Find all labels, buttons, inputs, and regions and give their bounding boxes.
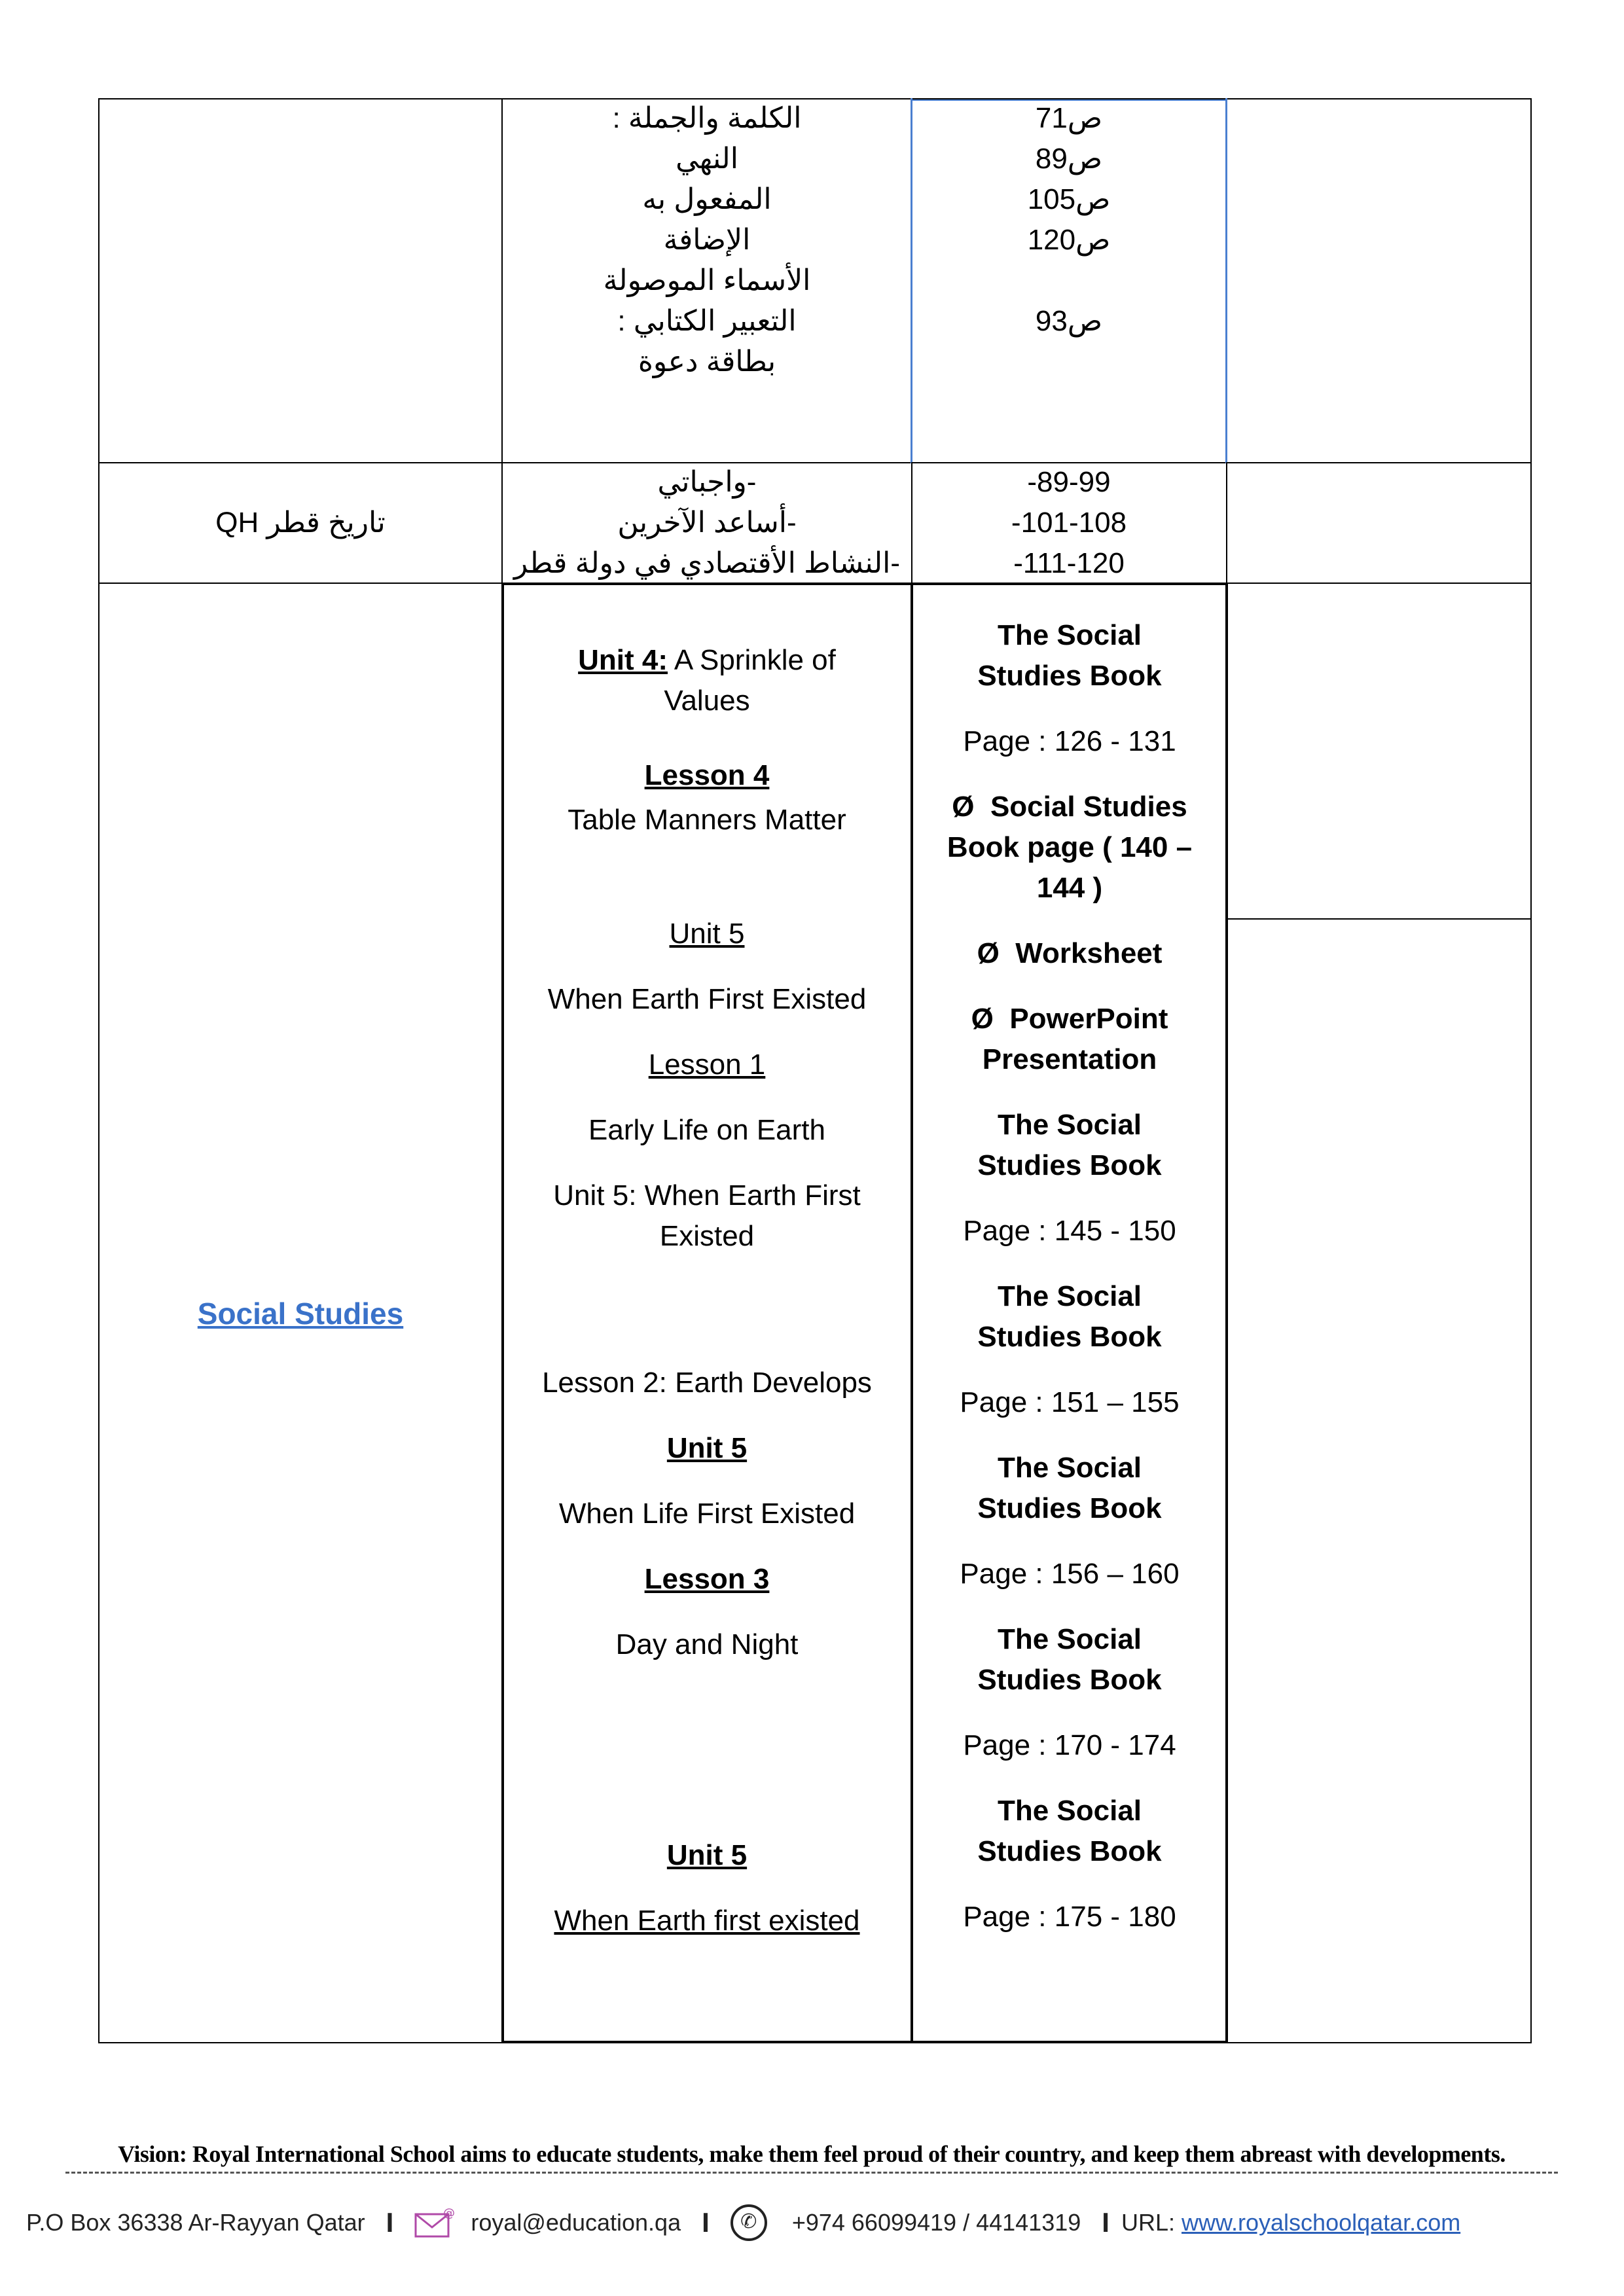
topic-line: -واجباتي <box>657 466 757 498</box>
page-ref: -101-108 <box>1011 507 1127 539</box>
bullet-icon: Ø <box>971 1003 994 1035</box>
website-link[interactable]: www.royalschoolqatar.com <box>1182 2209 1461 2236</box>
bullet-icon: Ø <box>952 791 975 823</box>
col-divider <box>911 462 912 584</box>
col-divider <box>1226 462 1227 584</box>
lesson-label: Lesson 1 <box>648 1049 766 1081</box>
lesson-title: Lesson 2: Earth Develops <box>542 1367 872 1399</box>
unit-title: When Earth first existed <box>554 1905 860 1937</box>
col-divider-bold <box>501 583 504 2043</box>
contact-bar <box>26 2204 1610 2241</box>
cell-divider <box>1225 918 1532 920</box>
unit-label: Unit 5 <box>669 918 745 950</box>
table-border-bottom-bold <box>501 2041 1227 2043</box>
unit-label: Unit 4: <box>578 644 668 676</box>
phone-number: +974 66099419 / 44141319 <box>791 2209 1081 2236</box>
qatar-history-topics-cell <box>504 462 910 584</box>
footer-divider <box>65 2172 1558 2178</box>
topic-line: الأسماء الموصولة <box>603 264 811 296</box>
unit-title-cont: Values <box>664 685 750 717</box>
vision-statement: Vision: Royal International School aims to educate students, make them feel proud of their country, and keep them abreast with developments. <box>118 2141 1506 2167</box>
resource-item: Worksheet <box>1015 937 1163 969</box>
topic-line: الإضافة <box>663 224 751 256</box>
page-range: Page : 175 - 180 <box>963 1901 1176 1933</box>
topic-line: المفعول به <box>642 183 772 215</box>
spacer <box>914 260 1224 301</box>
email-icon <box>414 2208 455 2238</box>
social-studies-resources-cell <box>914 615 1225 1937</box>
social-studies-subject <box>101 1293 500 1335</box>
table-border-left <box>98 98 99 2043</box>
url-label: URL: <box>1121 2209 1175 2236</box>
qatar-history-subject: تاريخ قطر QH <box>215 507 386 539</box>
col-divider-bold <box>1225 583 1228 2043</box>
book-title-cont: Studies Book <box>977 1664 1162 1696</box>
lesson-title: Day and Night <box>615 1628 799 1660</box>
page-range: Page : 156 – 160 <box>960 1558 1180 1590</box>
book-title: The Social <box>997 1795 1142 1827</box>
col-divider-bold <box>911 583 913 2043</box>
social-studies-topics-cell <box>505 640 909 1941</box>
topic-line: التعبير الكتابي : <box>617 305 797 337</box>
separator: I <box>702 2207 710 2238</box>
page-ref: ص93 <box>1035 305 1103 337</box>
qatar-history-pages-cell <box>914 462 1224 584</box>
phone-icon: ✆ <box>731 2204 767 2241</box>
page-ref: ص120 <box>1027 224 1111 256</box>
book-title-cont: Studies Book <box>977 1321 1162 1353</box>
page-range: Page : 151 – 155 <box>960 1386 1180 1418</box>
separator: I <box>1102 2207 1110 2238</box>
page-range: Page : 126 - 131 <box>963 725 1176 757</box>
bullet-icon: Ø <box>977 937 1000 969</box>
unit-label: Unit 5 <box>666 1839 748 1871</box>
book-title: The Social <box>997 1452 1142 1484</box>
page-range: Page : 145 - 150 <box>963 1215 1176 1247</box>
col-divider <box>501 98 503 584</box>
lesson-label: Lesson 4 <box>644 759 770 791</box>
book-title-cont: Studies Book <box>977 1149 1162 1181</box>
arabic-pages-cell <box>914 98 1224 342</box>
resource-item: PowerPoint <box>1009 1003 1168 1035</box>
unit-title: When Earth First Existed <box>547 983 867 1015</box>
po-box: P.O Box 36338 Ar-Rayyan Qatar <box>26 2209 365 2236</box>
book-title: The Social <box>997 619 1142 651</box>
topic-line: بطاقة دعوة <box>638 346 776 378</box>
topic-line: الكلمة والجملة : <box>612 102 802 134</box>
page-ref: ص89 <box>1035 143 1103 175</box>
page-range: Page : 170 - 174 <box>963 1729 1176 1761</box>
email-link[interactable]: royal@education.qa <box>471 2209 681 2236</box>
lesson-title: Early Life on Earth <box>588 1114 825 1146</box>
page-ref: -89-99 <box>1027 466 1111 498</box>
book-title: The Social <box>997 1280 1142 1312</box>
page-ref: ص105 <box>1027 183 1111 215</box>
resource-item: Social Studies <box>990 791 1187 823</box>
lesson-title: Table Manners Matter <box>568 804 846 836</box>
book-title: The Social <box>997 1623 1142 1655</box>
resource-item-cont: 144 ) <box>1036 872 1103 904</box>
arabic-topics-cell <box>504 98 910 382</box>
unit-title: When Life First Existed <box>558 1498 856 1530</box>
page-ref: -111-120 <box>1013 547 1125 579</box>
resource-item-cont: Book page ( 140 – <box>947 831 1193 863</box>
svg-text:@: @ <box>443 2208 456 2220</box>
topic-line: -أساعد الآخرين <box>617 507 797 539</box>
table-border-right <box>1530 98 1532 2043</box>
topic-line: النهي <box>676 143 738 175</box>
unit-label: Unit 5 <box>666 1432 748 1464</box>
unit-title: A Sprinkle of <box>674 644 836 676</box>
unit-heading-cont: Existed <box>659 1220 755 1252</box>
col-divider-blue <box>1225 98 1227 463</box>
book-title-cont: Studies Book <box>977 1492 1162 1524</box>
book-title: The Social <box>997 1109 1142 1141</box>
social-studies-link[interactable]: Social Studies <box>197 1297 404 1331</box>
page-ref: ص71 <box>1035 102 1103 134</box>
resource-item-cont: Presentation <box>982 1043 1157 1075</box>
book-title-cont: Studies Book <box>977 1835 1162 1867</box>
col-divider-blue <box>911 98 912 463</box>
unit-heading: Unit 5: When Earth First <box>553 1179 861 1211</box>
topic-line: -النشاط الأقتصادي في دولة قطر <box>514 547 900 579</box>
lesson-label: Lesson 3 <box>644 1563 770 1595</box>
separator: I <box>386 2207 394 2238</box>
book-title-cont: Studies Book <box>977 660 1162 692</box>
